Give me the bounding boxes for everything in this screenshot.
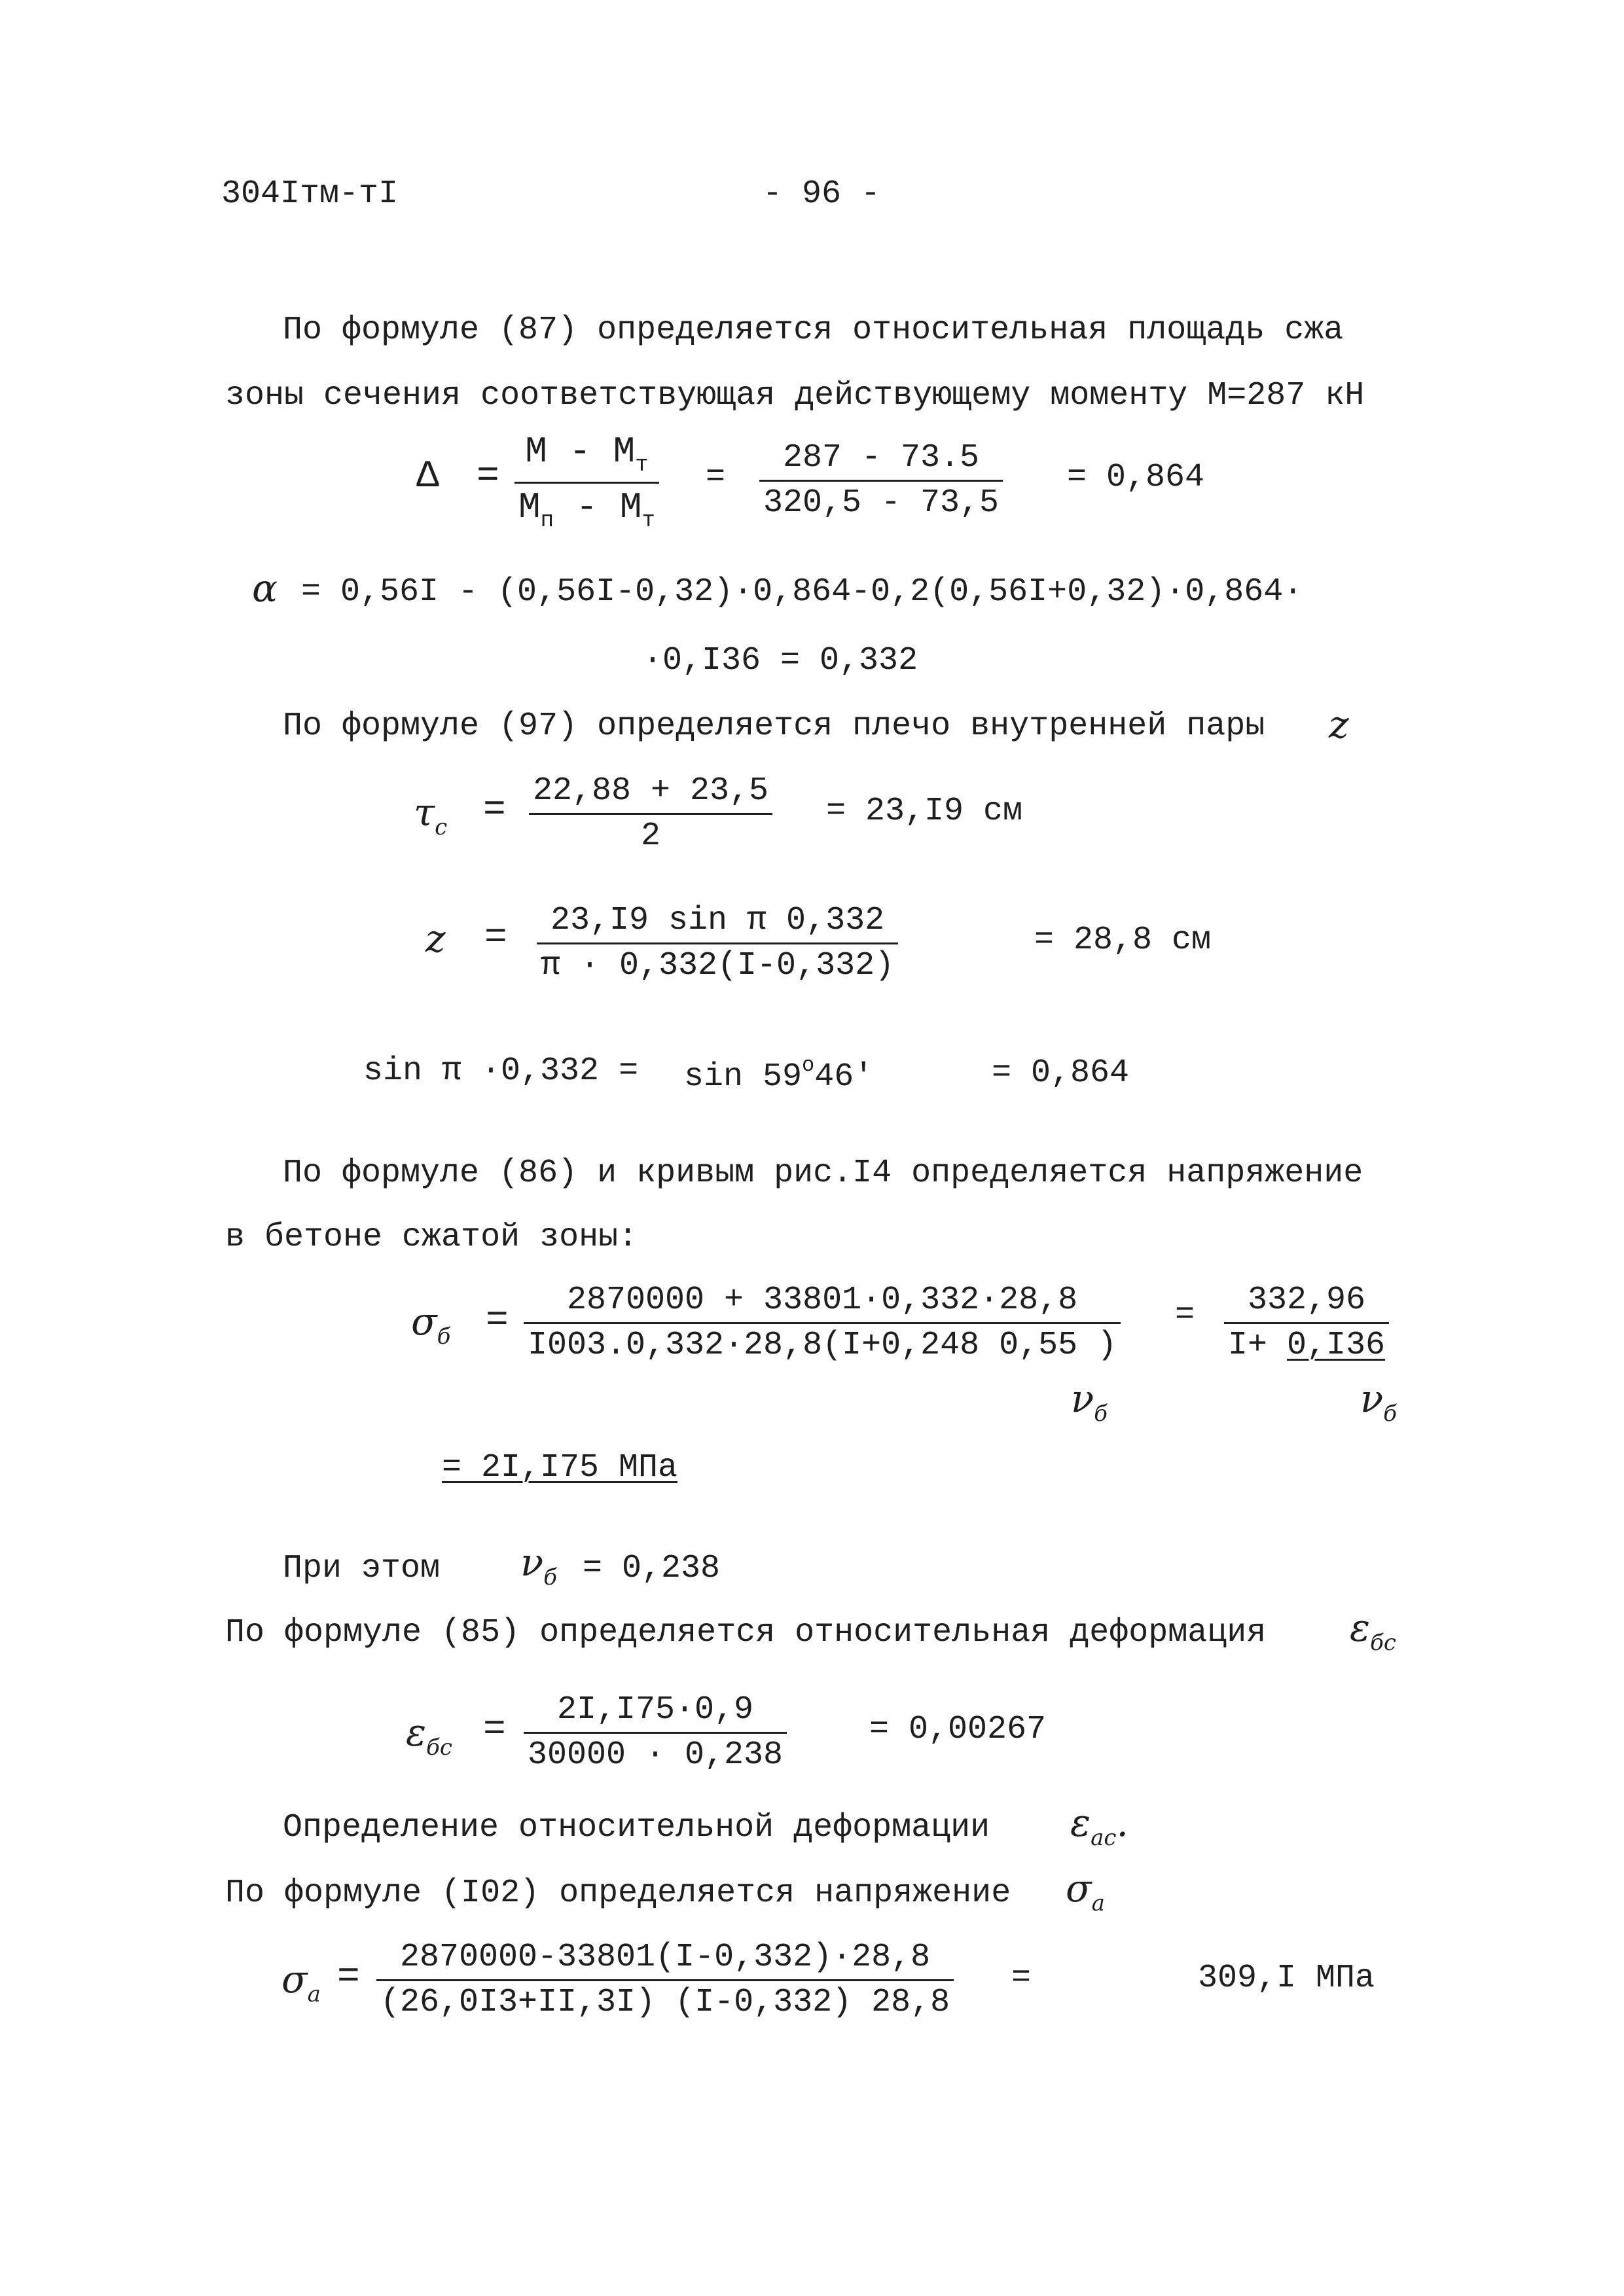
delta-symbolic-numerator: М - $М_т$ [525,431,649,478]
z-numerator: 23,I9 sin π 0,332 [550,902,885,939]
delta-numeric-fraction [759,439,1003,522]
sigma-b-nu-under-2: $\nu_б$ [1360,1376,1398,1427]
eps-fraction [524,1691,787,1774]
alpha-line-1: = 0,56I - (0,56I-0,32)·0,864-0,2(0,56I+0,32)·0,864· [301,573,1303,611]
doc-code: 304Iтм-тI [221,175,399,213]
tc-symbol: $\tau_c$ [414,790,448,840]
sigma-b-denominator-2: I+ 0,I36 [1228,1327,1386,1364]
sigma-b-fraction [524,1284,1121,1362]
sigma-a-symbol-inline: $\sigma_а$ [1066,1866,1105,1916]
sigma-b-nu-under: $\nu_б$ [1071,1376,1108,1427]
eps-numerator: 2I,I75·0,9 [557,1691,754,1729]
fraction-bar [376,1979,954,1981]
epsilon-ac-symbol: $\varepsilon_{ас}$. [1070,1801,1128,1851]
sigma-b-result: = 2I,I75 МПа [442,1449,678,1486]
para-1-line-1: По формуле (87) определяется относительная площадь сжа [283,312,1344,349]
z-result: = 28,8 см [1034,922,1212,959]
z-lhs: z [425,916,446,961]
eps-eq-sign: = [483,1709,506,1751]
sigma-a-result: 309,I МПа [1198,1960,1375,1997]
delta-symbolic-fraction [514,433,659,532]
nu-symbol: $\nu_б$ [520,1540,558,1590]
para-5: По формуле (85) определяется относительная деформация [225,1614,1267,1651]
sin-angle: sin 59$^o$46' [684,1053,874,1096]
sigma-a-lhs: $\sigma_а$ [281,1957,321,2007]
para-7: По формуле (I02) определяется напряжение [225,1874,1011,1912]
sigma-a-eq-sign: = [337,1956,360,1999]
fraction-bar [529,813,772,815]
fraction-bar [759,480,1003,482]
sigma-a-denominator: (26,0I3+II,3I) (I-0,332) 28,8 [380,1984,950,2021]
delta-numeric-denominator: 320,5 - 73,5 [763,484,1000,522]
para-2: По формуле (97) определяется плечо внутренней пары [283,708,1265,745]
sigma-a-eq-sign-2: = [1011,1960,1032,1997]
tc-eq-sign: = [483,789,506,832]
sigma-b-numerator: 2870000 + 33801·0,332·28,8 [567,1282,1078,1319]
page-number: - 96 - [763,175,881,213]
tc-result: = 23,I9 см [826,793,1023,830]
z-eq-sign: = [484,917,507,960]
para-4-label: При этом [283,1550,441,1587]
fraction-bar [524,1322,1121,1324]
sin-left: sin π ·0,332 = [363,1052,639,1090]
sigma-a-fraction [376,1941,954,2019]
nu-value: = 0,238 [583,1550,721,1587]
fraction-bar [524,1732,787,1734]
sigma-b-eq-sign-2: = [1175,1297,1195,1334]
z-denominator: π · 0,332(I-0,332) [541,947,895,984]
alpha-symbol: α [252,566,278,611]
z-fraction [537,902,898,984]
sigma-b-fraction-2 [1224,1284,1389,1362]
alpha-line-2: ·0,I36 = 0,332 [643,642,918,679]
fraction-bar [537,942,898,944]
delta-symbolic-denominator: $М_п - М_т$ [518,486,655,533]
delta-symbol: Δ [416,456,439,498]
tc-fraction [529,772,772,855]
tc-denominator: 2 [641,817,661,855]
sin-result: = 0,864 [992,1054,1130,1092]
eps-lhs: $\varepsilon_{бс}$ [406,1710,452,1761]
sigma-b-denominator: I003.0,332·28,8(I+0,248 0,55 ) [528,1327,1117,1364]
eps-result: = 0,00267 [869,1711,1047,1748]
tc-numerator: 22,88 + 23,5 [533,772,769,810]
para-3-line-2: в бетоне сжатой зоны: [225,1219,638,1256]
para-3-line-1: По формуле (86) и кривым рис.I4 определяется напряжение [283,1155,1363,1192]
sigma-b-eq-sign: = [486,1300,509,1342]
para-6: Определение относительной деформации [283,1809,990,1846]
para-1-line-2: зоны сечения соответствующая действующему моменту М=287 кН [225,377,1365,414]
delta-numeric-numerator: 287 - 73.5 [783,439,980,476]
epsilon-bc-symbol: $\varepsilon_{бс}$ [1350,1605,1396,1656]
z-symbol: z [1329,702,1349,747]
fraction-bar [1224,1322,1389,1324]
fraction-bar [514,482,659,484]
delta-eq-sign: = [477,456,499,498]
sigma-b-symbol: $\sigma_б$ [411,1299,451,1350]
delta-result: = 0,864 [1067,459,1205,496]
sigma-b-numerator-2: 332,96 [1248,1282,1366,1319]
delta-eq-sign-2: = [706,459,726,496]
eps-denominator: 30000 · 0,238 [528,1736,784,1774]
sigma-a-numerator: 2870000-33801(I-0,332)·28,8 [400,1939,931,1976]
